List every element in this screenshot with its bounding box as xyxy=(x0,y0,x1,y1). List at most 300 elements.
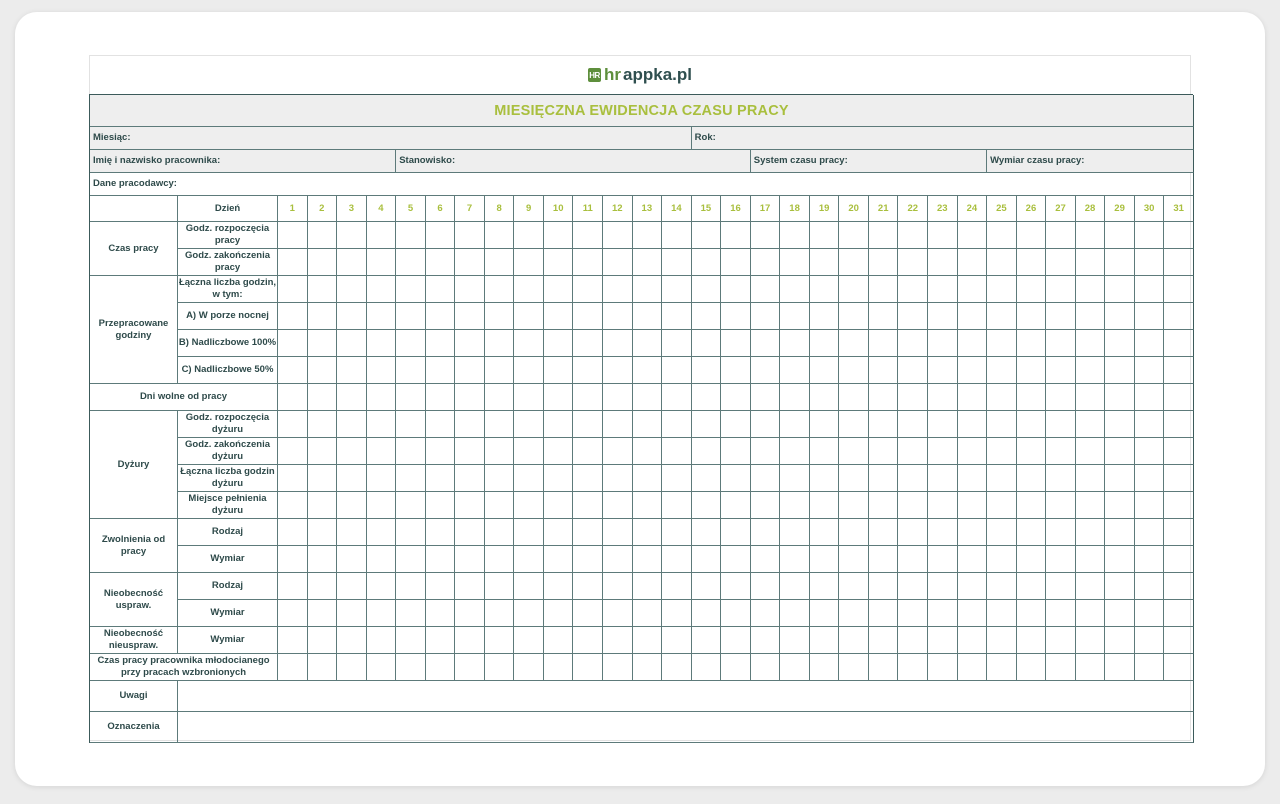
day-cell[interactable] xyxy=(780,654,810,681)
day-cell[interactable] xyxy=(426,465,456,492)
day-cell[interactable] xyxy=(544,654,574,681)
day-cell[interactable] xyxy=(958,330,988,357)
day-cell[interactable] xyxy=(692,384,722,411)
day-cell[interactable] xyxy=(1046,465,1076,492)
day-cell[interactable] xyxy=(839,600,869,627)
day-cell[interactable] xyxy=(839,654,869,681)
day-cell[interactable] xyxy=(337,654,367,681)
day-cell[interactable] xyxy=(514,654,544,681)
day-cell[interactable] xyxy=(692,492,722,519)
day-cell[interactable] xyxy=(987,276,1017,303)
day-cell[interactable] xyxy=(1105,654,1135,681)
day-cell[interactable] xyxy=(455,654,485,681)
day-cell[interactable] xyxy=(308,276,338,303)
day-cell[interactable] xyxy=(1017,384,1047,411)
day-cell[interactable] xyxy=(337,546,367,573)
day-cell[interactable] xyxy=(514,357,544,384)
day-cell[interactable] xyxy=(396,384,426,411)
day-cell[interactable] xyxy=(958,492,988,519)
day-cell[interactable] xyxy=(1135,222,1165,249)
day-cell[interactable] xyxy=(928,627,958,654)
day-cell[interactable] xyxy=(1105,600,1135,627)
day-cell[interactable] xyxy=(633,276,663,303)
day-cell[interactable] xyxy=(396,600,426,627)
day-cell[interactable] xyxy=(751,438,781,465)
day-cell[interactable] xyxy=(426,357,456,384)
day-cell[interactable] xyxy=(573,357,603,384)
day-cell[interactable] xyxy=(337,627,367,654)
day-cell[interactable] xyxy=(603,357,633,384)
day-cell[interactable] xyxy=(780,357,810,384)
day-cell[interactable] xyxy=(958,249,988,276)
day-cell[interactable] xyxy=(869,411,899,438)
day-cell[interactable] xyxy=(603,303,633,330)
day-cell[interactable] xyxy=(1017,330,1047,357)
day-cell[interactable] xyxy=(1017,249,1047,276)
day-cell[interactable] xyxy=(928,222,958,249)
day-cell[interactable] xyxy=(662,519,692,546)
day-cell[interactable] xyxy=(514,465,544,492)
day-cell[interactable] xyxy=(810,654,840,681)
day-cell[interactable] xyxy=(514,330,544,357)
day-cell[interactable] xyxy=(869,357,899,384)
day-cell[interactable] xyxy=(692,357,722,384)
day-cell[interactable] xyxy=(898,519,928,546)
day-cell[interactable] xyxy=(485,492,515,519)
day-cell[interactable] xyxy=(1135,276,1165,303)
day-cell[interactable] xyxy=(633,303,663,330)
day-cell[interactable] xyxy=(544,411,574,438)
day-cell[interactable] xyxy=(426,546,456,573)
day-cell[interactable] xyxy=(573,492,603,519)
day-cell[interactable] xyxy=(514,546,544,573)
day-cell[interactable] xyxy=(958,654,988,681)
day-cell[interactable] xyxy=(839,384,869,411)
day-cell[interactable] xyxy=(928,411,958,438)
day-cell[interactable] xyxy=(1164,492,1194,519)
day-cell[interactable] xyxy=(278,519,308,546)
day-cell[interactable] xyxy=(426,600,456,627)
day-cell[interactable] xyxy=(1076,384,1106,411)
day-cell[interactable] xyxy=(662,438,692,465)
day-cell[interactable] xyxy=(1135,357,1165,384)
day-cell[interactable] xyxy=(898,573,928,600)
day-cell[interactable] xyxy=(485,384,515,411)
day-cell[interactable] xyxy=(751,384,781,411)
day-cell[interactable] xyxy=(514,438,544,465)
day-cell[interactable] xyxy=(662,492,692,519)
day-cell[interactable] xyxy=(485,573,515,600)
day-cell[interactable] xyxy=(544,465,574,492)
day-cell[interactable] xyxy=(751,222,781,249)
day-cell[interactable] xyxy=(1076,654,1106,681)
day-cell[interactable] xyxy=(396,411,426,438)
day-cell[interactable] xyxy=(514,573,544,600)
year-field[interactable]: Rok: xyxy=(692,127,1194,150)
day-cell[interactable] xyxy=(544,546,574,573)
day-cell[interactable] xyxy=(692,627,722,654)
day-cell[interactable] xyxy=(721,411,751,438)
day-cell[interactable] xyxy=(426,573,456,600)
day-cell[interactable] xyxy=(544,303,574,330)
day-cell[interactable] xyxy=(1017,519,1047,546)
day-cell[interactable] xyxy=(603,330,633,357)
day-cell[interactable] xyxy=(1164,222,1194,249)
day-cell[interactable] xyxy=(1017,438,1047,465)
day-cell[interactable] xyxy=(721,222,751,249)
day-cell[interactable] xyxy=(928,573,958,600)
day-cell[interactable] xyxy=(1105,249,1135,276)
day-cell[interactable] xyxy=(573,438,603,465)
day-cell[interactable] xyxy=(751,546,781,573)
day-cell[interactable] xyxy=(603,627,633,654)
day-cell[interactable] xyxy=(1135,546,1165,573)
day-cell[interactable] xyxy=(337,249,367,276)
day-cell[interactable] xyxy=(633,249,663,276)
day-cell[interactable] xyxy=(633,627,663,654)
day-cell[interactable] xyxy=(810,384,840,411)
day-cell[interactable] xyxy=(1076,546,1106,573)
day-cell[interactable] xyxy=(514,384,544,411)
day-cell[interactable] xyxy=(485,546,515,573)
day-cell[interactable] xyxy=(1076,357,1106,384)
day-cell[interactable] xyxy=(721,330,751,357)
day-cell[interactable] xyxy=(839,519,869,546)
day-cell[interactable] xyxy=(485,357,515,384)
day-cell[interactable] xyxy=(633,438,663,465)
day-cell[interactable] xyxy=(869,600,899,627)
day-cell[interactable] xyxy=(810,357,840,384)
day-cell[interactable] xyxy=(751,276,781,303)
day-cell[interactable] xyxy=(751,465,781,492)
day-cell[interactable] xyxy=(810,330,840,357)
day-cell[interactable] xyxy=(692,303,722,330)
day-cell[interactable] xyxy=(278,330,308,357)
day-cell[interactable] xyxy=(337,492,367,519)
day-cell[interactable] xyxy=(573,330,603,357)
day-cell[interactable] xyxy=(426,384,456,411)
day-cell[interactable] xyxy=(780,222,810,249)
day-cell[interactable] xyxy=(1164,303,1194,330)
day-cell[interactable] xyxy=(633,654,663,681)
day-cell[interactable] xyxy=(928,276,958,303)
day-cell[interactable] xyxy=(987,492,1017,519)
day-cell[interactable] xyxy=(544,249,574,276)
day-cell[interactable] xyxy=(987,627,1017,654)
day-cell[interactable] xyxy=(1046,222,1076,249)
day-cell[interactable] xyxy=(928,600,958,627)
day-cell[interactable] xyxy=(1164,357,1194,384)
day-cell[interactable] xyxy=(396,654,426,681)
day-cell[interactable] xyxy=(1017,546,1047,573)
day-cell[interactable] xyxy=(1046,438,1076,465)
day-cell[interactable] xyxy=(780,519,810,546)
day-cell[interactable] xyxy=(1135,465,1165,492)
day-cell[interactable] xyxy=(780,411,810,438)
day-cell[interactable] xyxy=(1046,249,1076,276)
day-cell[interactable] xyxy=(1076,627,1106,654)
day-cell[interactable] xyxy=(987,546,1017,573)
day-cell[interactable] xyxy=(426,519,456,546)
work-system-field[interactable]: System czasu pracy: xyxy=(751,150,987,173)
day-cell[interactable] xyxy=(367,600,397,627)
day-cell[interactable] xyxy=(633,465,663,492)
day-cell[interactable] xyxy=(958,438,988,465)
day-cell[interactable] xyxy=(573,573,603,600)
day-cell[interactable] xyxy=(633,519,663,546)
day-cell[interactable] xyxy=(1076,411,1106,438)
day-cell[interactable] xyxy=(958,303,988,330)
day-cell[interactable] xyxy=(780,627,810,654)
day-cell[interactable] xyxy=(367,546,397,573)
day-cell[interactable] xyxy=(928,492,958,519)
day-cell[interactable] xyxy=(662,249,692,276)
day-cell[interactable] xyxy=(367,249,397,276)
day-cell[interactable] xyxy=(1076,519,1106,546)
day-cell[interactable] xyxy=(721,303,751,330)
day-cell[interactable] xyxy=(485,411,515,438)
day-cell[interactable] xyxy=(278,303,308,330)
day-cell[interactable] xyxy=(692,654,722,681)
day-cell[interactable] xyxy=(544,573,574,600)
day-cell[interactable] xyxy=(603,519,633,546)
day-cell[interactable] xyxy=(1076,276,1106,303)
day-cell[interactable] xyxy=(662,330,692,357)
day-cell[interactable] xyxy=(662,384,692,411)
day-cell[interactable] xyxy=(1076,600,1106,627)
day-cell[interactable] xyxy=(780,492,810,519)
day-cell[interactable] xyxy=(455,438,485,465)
day-cell[interactable] xyxy=(721,519,751,546)
day-cell[interactable] xyxy=(455,546,485,573)
day-cell[interactable] xyxy=(337,438,367,465)
day-cell[interactable] xyxy=(839,492,869,519)
day-cell[interactable] xyxy=(367,573,397,600)
day-cell[interactable] xyxy=(1105,222,1135,249)
day-cell[interactable] xyxy=(810,519,840,546)
day-cell[interactable] xyxy=(987,465,1017,492)
day-cell[interactable] xyxy=(839,438,869,465)
day-cell[interactable] xyxy=(780,438,810,465)
day-cell[interactable] xyxy=(810,465,840,492)
day-cell[interactable] xyxy=(544,438,574,465)
day-cell[interactable] xyxy=(308,330,338,357)
day-cell[interactable] xyxy=(662,303,692,330)
day-cell[interactable] xyxy=(485,465,515,492)
day-cell[interactable] xyxy=(869,654,899,681)
day-cell[interactable] xyxy=(603,222,633,249)
day-cell[interactable] xyxy=(603,411,633,438)
day-cell[interactable] xyxy=(278,276,308,303)
day-cell[interactable] xyxy=(455,600,485,627)
day-cell[interactable] xyxy=(751,573,781,600)
day-cell[interactable] xyxy=(662,276,692,303)
day-cell[interactable] xyxy=(987,249,1017,276)
day-cell[interactable] xyxy=(839,276,869,303)
day-cell[interactable] xyxy=(485,438,515,465)
day-cell[interactable] xyxy=(396,222,426,249)
day-cell[interactable] xyxy=(278,573,308,600)
day-cell[interactable] xyxy=(751,492,781,519)
day-cell[interactable] xyxy=(692,222,722,249)
day-cell[interactable] xyxy=(869,465,899,492)
day-cell[interactable] xyxy=(662,411,692,438)
day-cell[interactable] xyxy=(278,600,308,627)
day-cell[interactable] xyxy=(810,546,840,573)
day-cell[interactable] xyxy=(721,465,751,492)
day-cell[interactable] xyxy=(308,411,338,438)
day-cell[interactable] xyxy=(751,654,781,681)
day-cell[interactable] xyxy=(514,222,544,249)
day-cell[interactable] xyxy=(1135,600,1165,627)
day-cell[interactable] xyxy=(544,627,574,654)
day-cell[interactable] xyxy=(396,276,426,303)
day-cell[interactable] xyxy=(455,384,485,411)
day-cell[interactable] xyxy=(1105,546,1135,573)
day-cell[interactable] xyxy=(839,465,869,492)
day-cell[interactable] xyxy=(278,654,308,681)
day-cell[interactable] xyxy=(1135,330,1165,357)
day-cell[interactable] xyxy=(455,330,485,357)
day-cell[interactable] xyxy=(692,438,722,465)
day-cell[interactable] xyxy=(751,600,781,627)
day-cell[interactable] xyxy=(898,357,928,384)
day-cell[interactable] xyxy=(1017,654,1047,681)
day-cell[interactable] xyxy=(839,222,869,249)
day-cell[interactable] xyxy=(1017,303,1047,330)
day-cell[interactable] xyxy=(869,222,899,249)
day-cell[interactable] xyxy=(544,276,574,303)
day-cell[interactable] xyxy=(721,357,751,384)
day-cell[interactable] xyxy=(928,546,958,573)
day-cell[interactable] xyxy=(958,411,988,438)
day-cell[interactable] xyxy=(485,276,515,303)
day-cell[interactable] xyxy=(396,465,426,492)
day-cell[interactable] xyxy=(958,465,988,492)
day-cell[interactable] xyxy=(603,654,633,681)
day-cell[interactable] xyxy=(928,438,958,465)
day-cell[interactable] xyxy=(514,249,544,276)
day-cell[interactable] xyxy=(514,519,544,546)
day-cell[interactable] xyxy=(573,249,603,276)
day-cell[interactable] xyxy=(278,357,308,384)
day-cell[interactable] xyxy=(721,492,751,519)
day-cell[interactable] xyxy=(633,222,663,249)
day-cell[interactable] xyxy=(485,654,515,681)
day-cell[interactable] xyxy=(1046,573,1076,600)
day-cell[interactable] xyxy=(544,222,574,249)
day-cell[interactable] xyxy=(810,222,840,249)
day-cell[interactable] xyxy=(898,303,928,330)
day-cell[interactable] xyxy=(1105,465,1135,492)
day-cell[interactable] xyxy=(1046,519,1076,546)
day-cell[interactable] xyxy=(485,519,515,546)
day-cell[interactable] xyxy=(839,411,869,438)
day-cell[interactable] xyxy=(1046,654,1076,681)
day-cell[interactable] xyxy=(898,546,928,573)
day-cell[interactable] xyxy=(396,303,426,330)
day-cell[interactable] xyxy=(780,600,810,627)
day-cell[interactable] xyxy=(426,330,456,357)
day-cell[interactable] xyxy=(1105,276,1135,303)
day-cell[interactable] xyxy=(485,249,515,276)
day-cell[interactable] xyxy=(1164,546,1194,573)
day-cell[interactable] xyxy=(1105,519,1135,546)
employee-name-field[interactable]: Imię i nazwisko pracownika: xyxy=(90,150,396,173)
day-cell[interactable] xyxy=(455,492,485,519)
day-cell[interactable] xyxy=(898,384,928,411)
day-cell[interactable] xyxy=(603,438,633,465)
day-cell[interactable] xyxy=(544,357,574,384)
day-cell[interactable] xyxy=(958,573,988,600)
day-cell[interactable] xyxy=(898,654,928,681)
day-cell[interactable] xyxy=(721,546,751,573)
day-cell[interactable] xyxy=(1076,492,1106,519)
day-cell[interactable] xyxy=(751,249,781,276)
day-cell[interactable] xyxy=(1164,438,1194,465)
day-cell[interactable] xyxy=(337,519,367,546)
day-cell[interactable] xyxy=(455,411,485,438)
day-cell[interactable] xyxy=(455,465,485,492)
day-cell[interactable] xyxy=(987,654,1017,681)
day-cell[interactable] xyxy=(1076,249,1106,276)
day-cell[interactable] xyxy=(633,573,663,600)
day-cell[interactable] xyxy=(308,546,338,573)
day-cell[interactable] xyxy=(987,438,1017,465)
day-cell[interactable] xyxy=(573,519,603,546)
day-cell[interactable] xyxy=(1164,330,1194,357)
day-cell[interactable] xyxy=(898,330,928,357)
day-cell[interactable] xyxy=(839,357,869,384)
day-cell[interactable] xyxy=(1135,438,1165,465)
day-cell[interactable] xyxy=(869,330,899,357)
day-cell[interactable] xyxy=(633,546,663,573)
day-cell[interactable] xyxy=(367,465,397,492)
day-cell[interactable] xyxy=(337,222,367,249)
day-cell[interactable] xyxy=(987,303,1017,330)
day-cell[interactable] xyxy=(898,600,928,627)
day-cell[interactable] xyxy=(869,573,899,600)
day-cell[interactable] xyxy=(455,357,485,384)
day-cell[interactable] xyxy=(1135,654,1165,681)
day-cell[interactable] xyxy=(1164,249,1194,276)
day-cell[interactable] xyxy=(692,330,722,357)
day-cell[interactable] xyxy=(928,519,958,546)
day-cell[interactable] xyxy=(958,600,988,627)
day-cell[interactable] xyxy=(958,627,988,654)
day-cell[interactable] xyxy=(1017,627,1047,654)
day-cell[interactable] xyxy=(426,411,456,438)
day-cell[interactable] xyxy=(1105,573,1135,600)
day-cell[interactable] xyxy=(278,222,308,249)
day-cell[interactable] xyxy=(987,330,1017,357)
day-cell[interactable] xyxy=(278,465,308,492)
day-cell[interactable] xyxy=(1105,438,1135,465)
day-cell[interactable] xyxy=(1046,627,1076,654)
day-cell[interactable] xyxy=(662,654,692,681)
day-cell[interactable] xyxy=(544,600,574,627)
day-cell[interactable] xyxy=(367,303,397,330)
day-cell[interactable] xyxy=(1046,357,1076,384)
month-field[interactable]: Miesiąc: xyxy=(90,127,692,150)
day-cell[interactable] xyxy=(367,654,397,681)
day-cell[interactable] xyxy=(1017,411,1047,438)
day-cell[interactable] xyxy=(1046,384,1076,411)
day-cell[interactable] xyxy=(603,249,633,276)
day-cell[interactable] xyxy=(485,330,515,357)
day-cell[interactable] xyxy=(308,222,338,249)
day-cell[interactable] xyxy=(1135,303,1165,330)
